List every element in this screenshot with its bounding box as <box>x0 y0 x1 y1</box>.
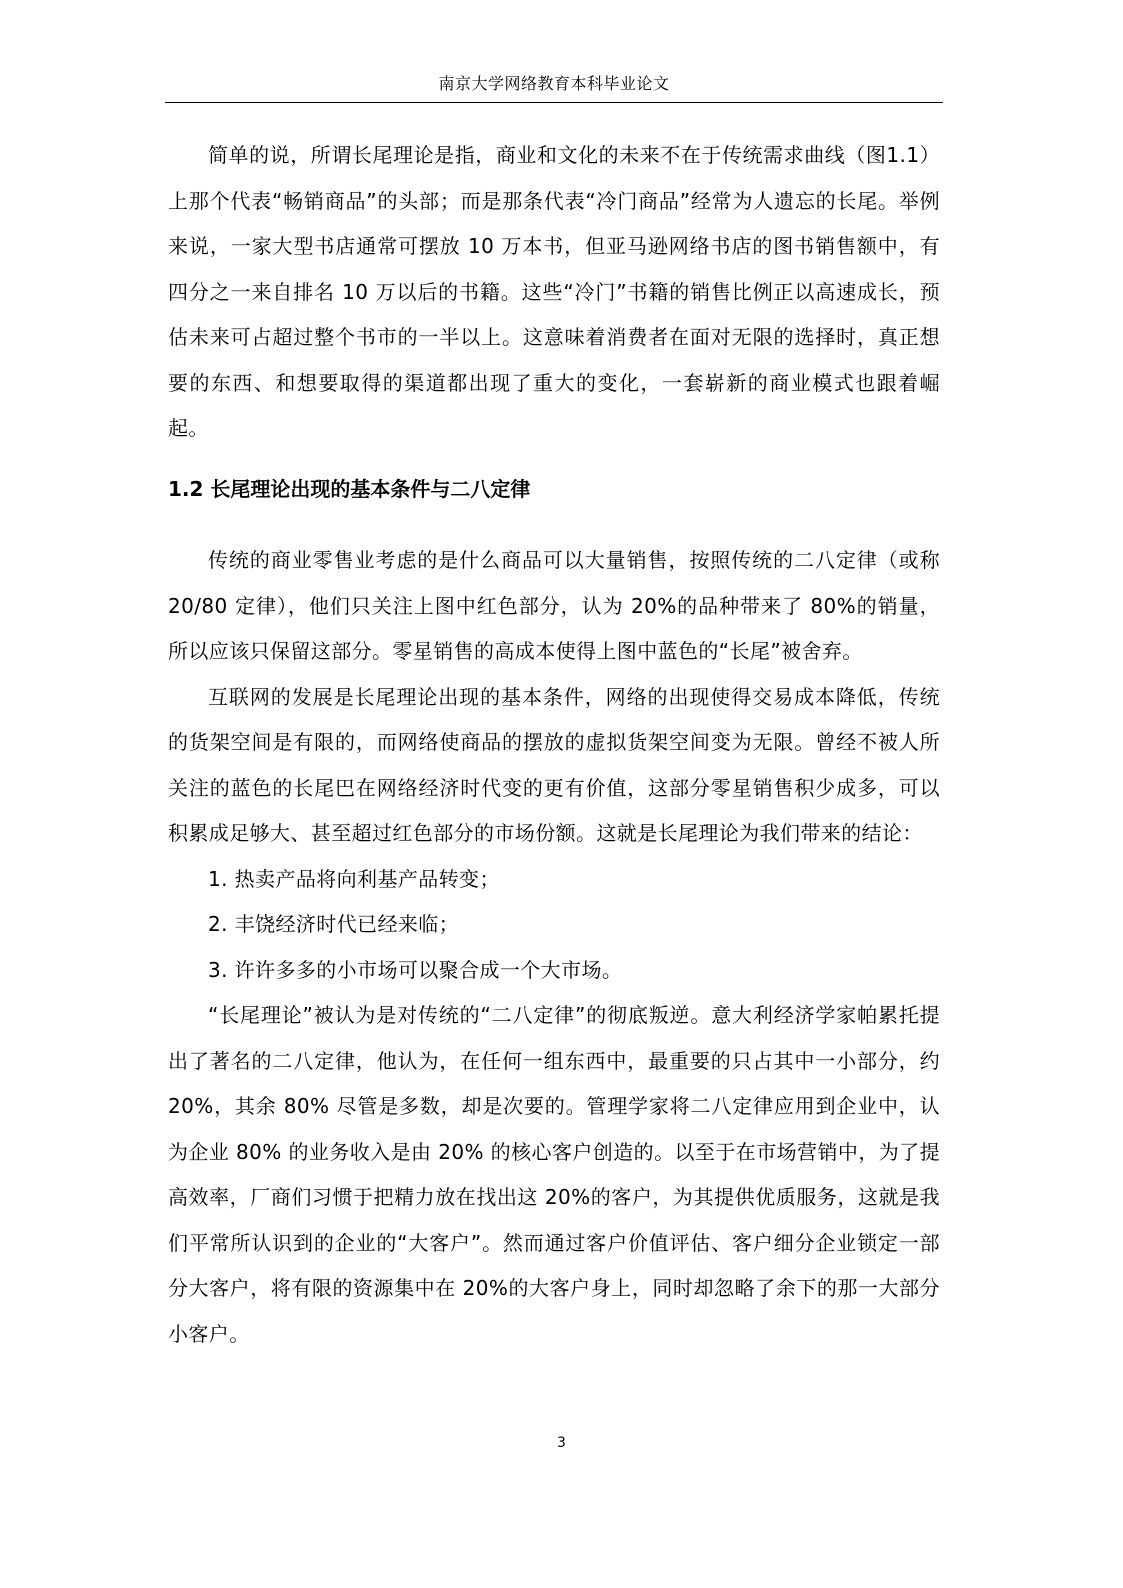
list-item: 1. 热卖产品将向利基产品转变； <box>208 866 500 891</box>
section-heading: 1.2 长尾理论出现的基本条件与二八定律 <box>168 477 531 501</box>
paragraph-internet-development: 互联网的发展是长尾理论出现的基本条件，网络的出现使得交易成本降低，传统的货架空间是有限的，而网络使商品的摆放的虚拟货架空间变为无限。曾经不被人所关注的蓝色的长尾巴在网络经济时代变的更有价值，这部分零星销售积少成多，可以积累成足够大、甚至超过红色部分的市场份额。这就是长尾理论为我们带来的结论： <box>168 684 940 845</box>
page-header-title: 南京大学网络教育本科毕业论文 <box>438 74 670 93</box>
intro-text-block <box>168 133 940 452</box>
paragraph-traditional-retail: 传统的商业零售业考虑的是什么商品可以大量销售，按照传统的二八定律（或称 20/80 定律），他们只关注上图中红色部分，认为 20%的品种带来了 80%的销量，所以应该只保留这部分。零星销售的高成本使得上图中蓝色的“长尾”被舍弃。 <box>168 548 940 663</box>
conclusion-list <box>168 857 940 994</box>
paragraph-pareto-rule: “长尾理论”被认为是对传统的“二八定律”的彻底叛逆。意大利经济学家帕累托提出了著名的二八定律，他认为，在任何一组东西中，最重要的只占其中一小部分，约 20%，其余 80% 尽管是多数，却是次要的。管理学家将二八定律应用到企业中，认为企业 80% 的业务收入是由 20% 的核心客户创造的。以至于在市场营销中，为了提高效率，厂商们习惯于把精力放在找出这 20%的客户，为其提供优质服务，这就是我们平常所认识到的企业的“大客户”。然而通过客户价值评估、客户细分企业锁定一部分大客户，将有限的资源集中在 20%的大客户身上，同时却忽略了余下的那一大部分小客户。 <box>168 1003 940 1346</box>
page-number: 3 <box>557 1435 566 1451</box>
section-text-block <box>168 538 940 1357</box>
paragraph-long-tail-definition: 简单的说，所谓长尾理论是指，商业和文化的未来不在于传统需求曲线（图1.1）上那个代表“畅销商品”的头部；而是那条代表“冷门商品”经常为人遗忘的长尾。举例来说，一家大型书店通常可摆放 10 万本书，但亚马逊网络书店的图书销售额中，有四分之一来自排名 10 万以后的书籍。这些“冷门”书籍的销售比例正以高速成长，预估未来可占超过整个书市的一半以上。这意味着消费者在面对无限的选择时，真正想要的东西、和想要取得的渠道都出现了重大的变化，一套崭新的商业模式也跟着崛起。 <box>168 143 940 440</box>
header-rule <box>165 102 943 103</box>
list-item: 2. 丰饶经济时代已经来临； <box>208 912 460 936</box>
list-item: 3. 许许多多的小市场可以聚合成一个大市场。 <box>208 957 623 982</box>
